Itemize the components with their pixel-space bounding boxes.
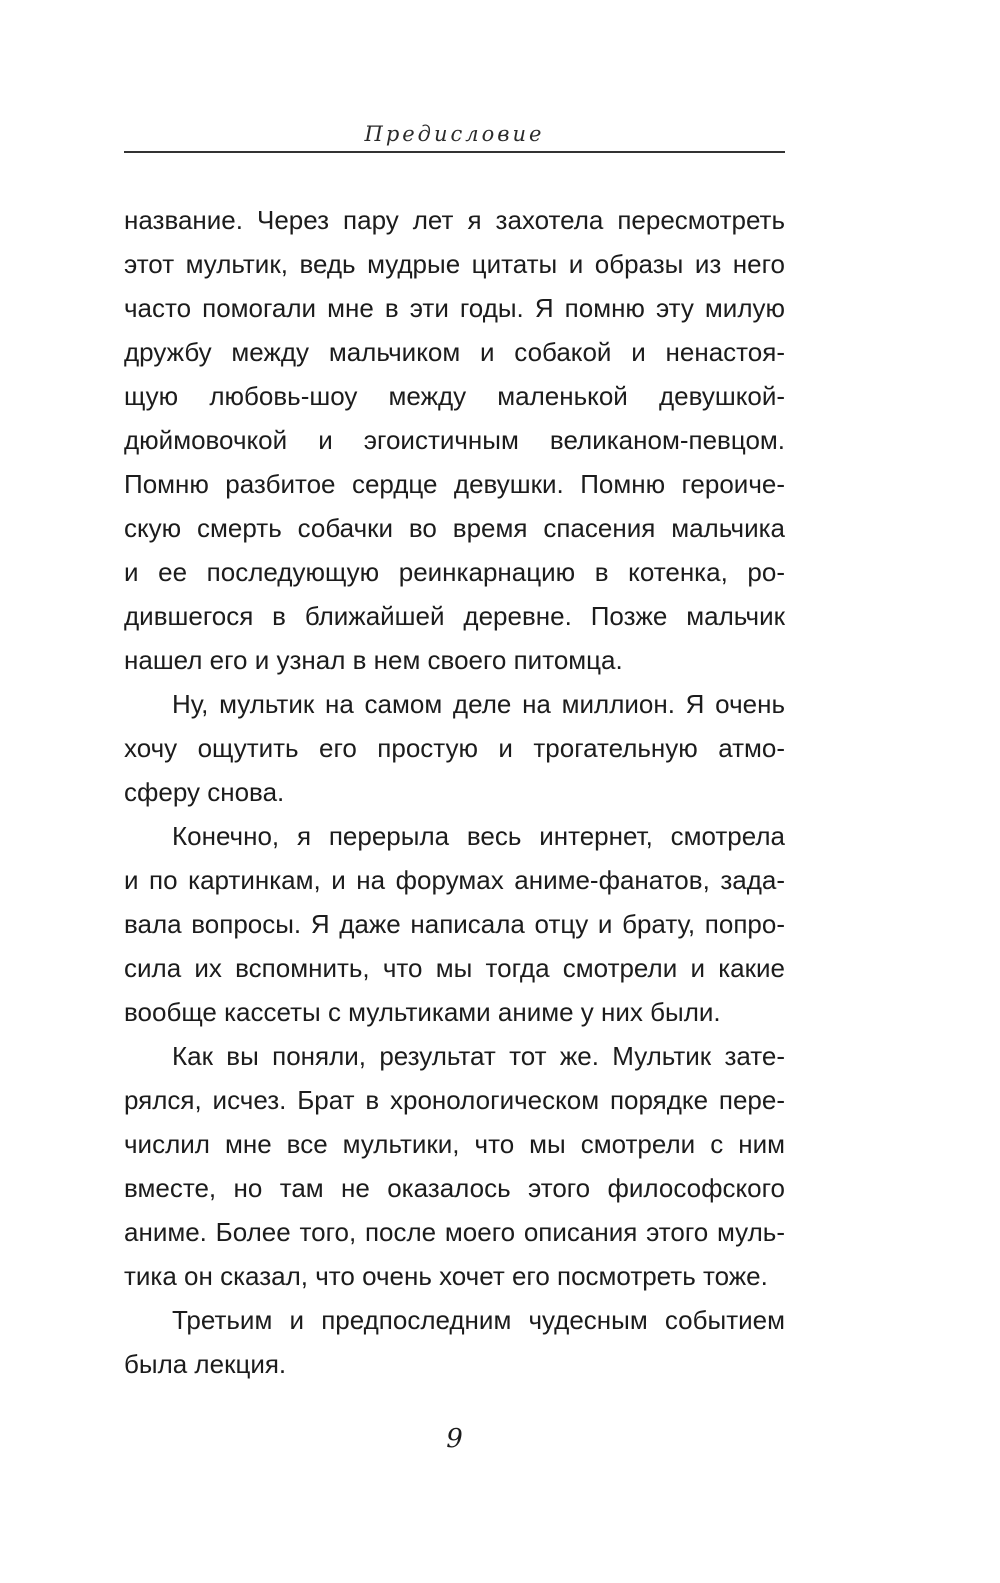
text-line: была лекция. — [124, 1349, 287, 1379]
text-line: Третьим и предпоследним чудесным событием — [172, 1305, 785, 1335]
running-header-title: Предисловие — [364, 122, 545, 146]
text-line: рялся, исчез. Брат в хронологическом порядке пере- — [124, 1085, 785, 1115]
text-line: Ну, мультик на самом деле на миллион. Я очень — [172, 689, 785, 719]
text-line: вообще кассеты с мультиками аниме у них были. — [124, 997, 721, 1027]
text-line: и ее последующую реинкарнацию в котенка, ро- — [124, 557, 785, 587]
text-line: сила их вспомнить, что мы тогда смотрели и какие — [124, 953, 785, 983]
text-line: аниме. Более того, после моего описания этого муль- — [124, 1217, 785, 1247]
text-line: сферу снова. — [124, 777, 285, 807]
text-line: дружбу между мальчиком и собакой и ненастоя- — [124, 337, 785, 367]
text-line: тика он сказал, что очень хочет его посмотреть тоже. — [124, 1261, 768, 1291]
text-line: Как вы поняли, результат тот же. Мультик зате- — [172, 1041, 785, 1071]
text-line: вала вопросы. Я даже написала отцу и брату, попро- — [124, 909, 785, 939]
text-line: хочу ощутить его простую и трогательную атмо- — [124, 733, 785, 763]
text-line: вместе, но там не оказалось этого философского — [124, 1173, 785, 1203]
text-line: Конечно, я перерыла весь интернет, смотрела — [172, 821, 785, 851]
text-line: щую любовь-шоу между маленькой девушкой- — [124, 381, 785, 411]
text-line: этот мультик, ведь мудрые цитаты и образы из него — [124, 249, 785, 279]
text-line: название. Через пару лет я захотела пересмотреть — [124, 205, 785, 235]
header-rule — [124, 151, 785, 153]
text-line: часто помогали мне в эти годы. Я помню эту милую — [124, 293, 785, 323]
text-line: нашел его и узнал в нем своего питомца. — [124, 645, 623, 675]
body-text — [124, 198, 785, 1386]
text-line: Помню разбитое сердце девушки. Помню героиче- — [124, 469, 785, 499]
text-line: и по картинкам, и на форумах аниме-фанатов, зада- — [124, 865, 785, 895]
text-line: скую смерть собачки во время спасения мальчика — [124, 513, 785, 543]
text-line: числил мне все мультики, что мы смотрели с ним — [124, 1129, 785, 1159]
page-number: 9 — [446, 1424, 463, 1454]
text-line: дюймовочкой и эгоистичным великаном-певцом. — [124, 425, 785, 455]
text-line: дившегося в ближайшей деревне. Позже мальчик — [124, 601, 785, 631]
